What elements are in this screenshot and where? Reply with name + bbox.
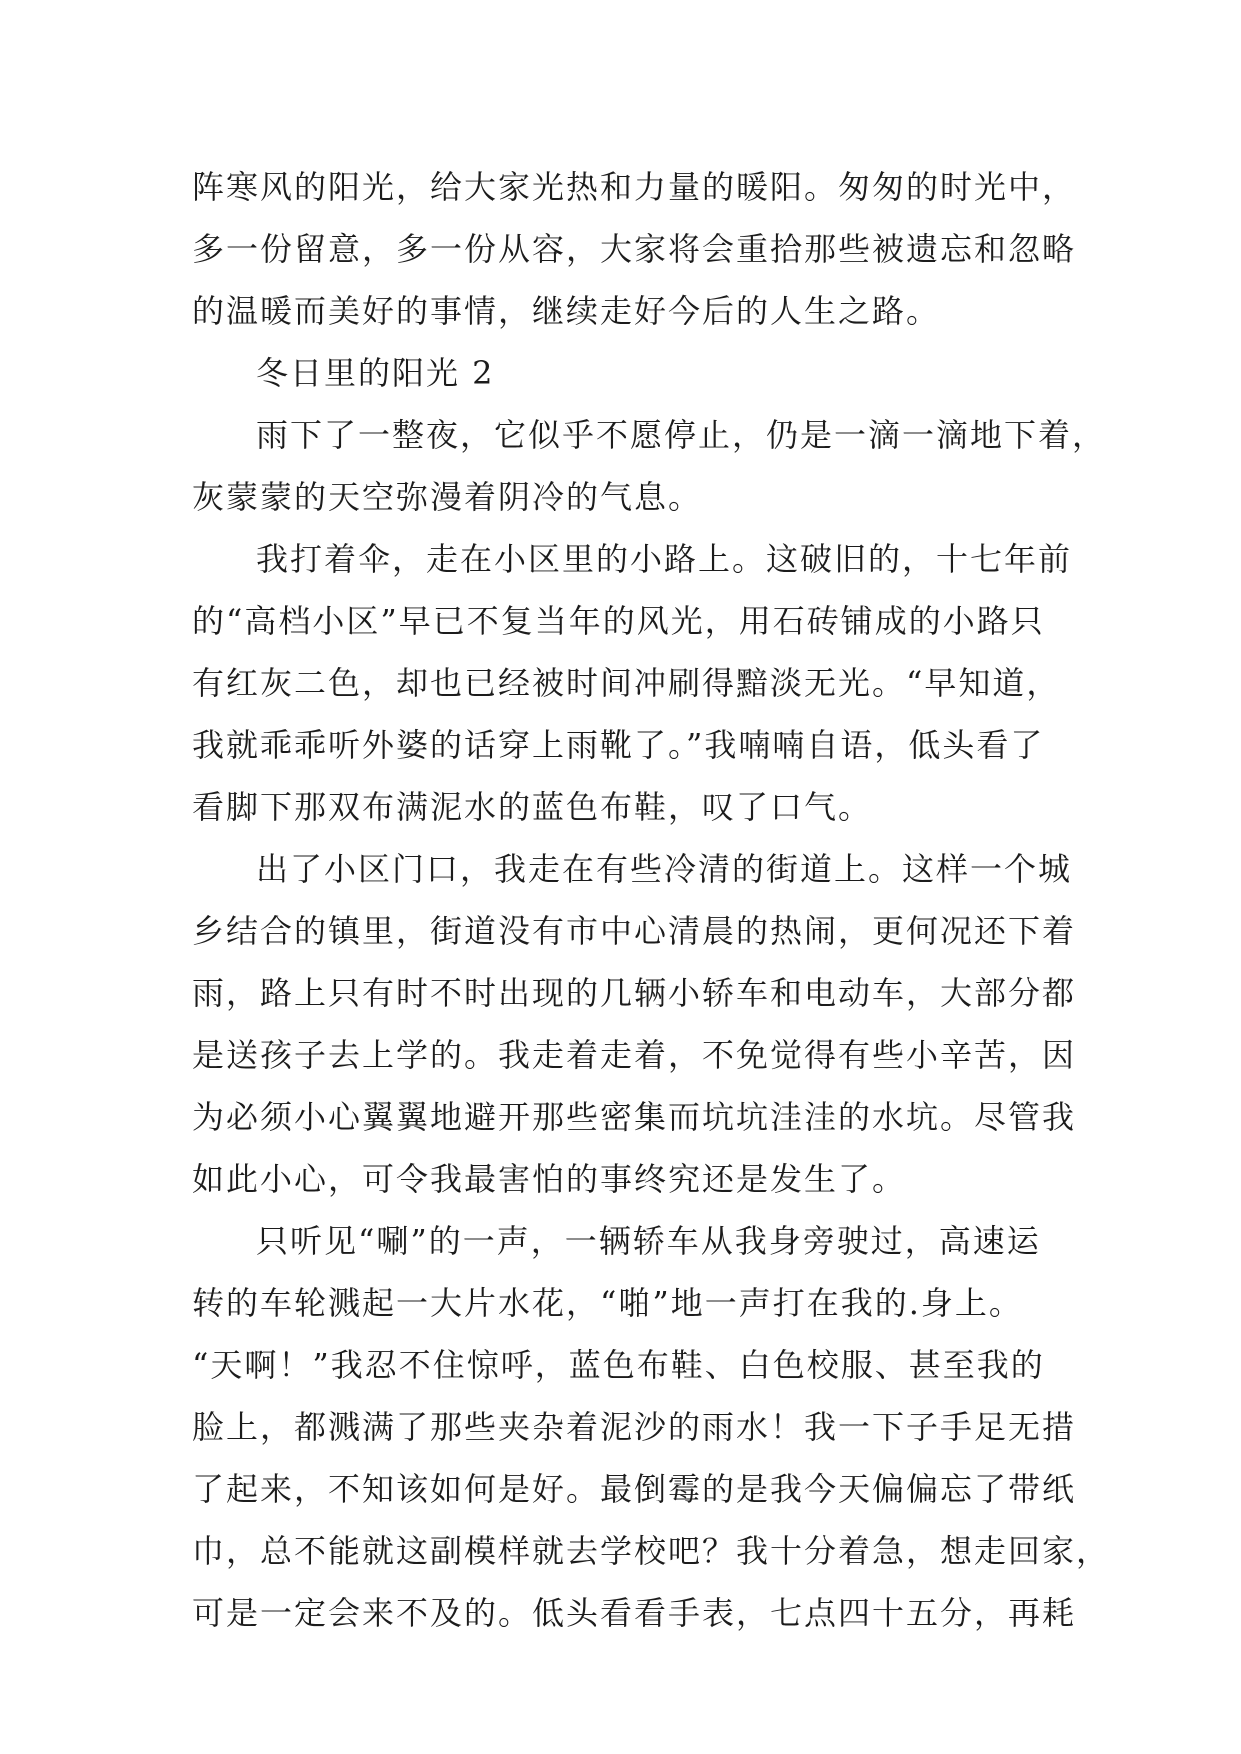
article-body — [192, 156, 1111, 1644]
paragraph-first-line: 我打着伞，走在小区里的小路上。这破旧的，十七年前 — [256, 540, 1073, 578]
text-line: 多一份留意，多一份从容，大家将会重拾那些被遗忘和忽略 — [192, 230, 1077, 268]
paragraph-first-line: 出了小区门口，我走在有些冷清的街道上。这样一个城 — [256, 850, 1073, 888]
paragraph-first-line: 只听见“唰”的一声，一辆轿车从我身旁驶过，高速运 — [256, 1222, 1041, 1260]
paragraph-first-line: 雨下了一整夜，它似乎不愿停止，仍是一滴一滴地下着， — [256, 416, 1107, 454]
text-line: 的温暖而美好的事情，继续走好今后的人生之路。 — [192, 292, 941, 330]
text-line: 灰蒙蒙的天空弥漫着阴冷的气息。 — [192, 478, 703, 516]
text-line: 了起来，不知该如何是好。最倒霉的是我今天偏偏忘了带纸 — [192, 1470, 1077, 1508]
text-line: 雨，路上只有时不时出现的几辆小轿车和电动车，大部分都 — [192, 974, 1077, 1012]
text-line: 的“高档小区”早已不复当年的风光，用石砖铺成的小路只 — [192, 602, 1045, 640]
text-line: 阵寒风的阳光，给大家光热和力量的暖阳。匆匆的时光中， — [192, 168, 1077, 206]
text-line: 转的车轮溅起一大片水花，“啪”地一声打在我的.身上。 — [192, 1284, 1023, 1322]
text-line: 巾，总不能就这副模样就去学校吧？我十分着急，想走回家， — [192, 1532, 1111, 1570]
section-heading: 冬日里的阳光 2 — [256, 354, 495, 392]
text-line: 有红灰二色，却也已经被时间冲刷得黯淡无光。“早知道， — [192, 664, 1061, 702]
text-line: 为必须小心翼翼地避开那些密集而坑坑洼洼的水坑。尽管我 — [192, 1098, 1077, 1136]
text-line: 我就乖乖听外婆的话穿上雨靴了。”我喃喃自语，低头看了 — [192, 726, 1045, 764]
text-line: “天啊！”我忍不住惊呼，蓝色布鞋、白色校服、甚至我的 — [192, 1346, 1045, 1384]
text-line: 是送孩子去上学的。我走着走着，不免觉得有些小辛苦，因 — [192, 1036, 1077, 1074]
text-line: 脸上，都溅满了那些夹杂着泥沙的雨水！我一下子手足无措 — [192, 1408, 1077, 1446]
text-line: 可是一定会来不及的。低头看看手表，七点四十五分，再耗 — [192, 1594, 1077, 1632]
text-line: 乡结合的镇里，街道没有市中心清晨的热闹，更何况还下着 — [192, 912, 1077, 950]
text-line: 如此小心，可令我最害怕的事终究还是发生了。 — [192, 1160, 907, 1198]
text-line: 看脚下那双布满泥水的蓝色布鞋，叹了口气。 — [192, 788, 873, 826]
